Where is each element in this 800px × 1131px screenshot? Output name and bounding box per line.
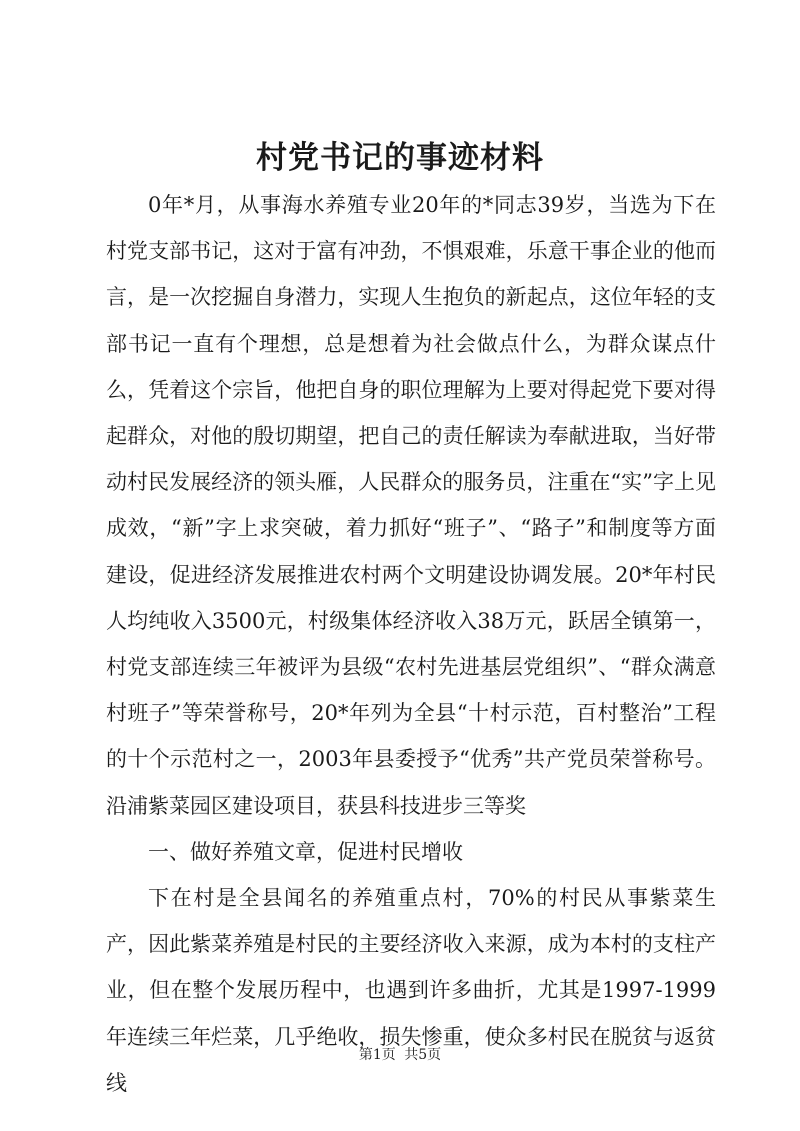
page-footer <box>0 1045 800 1065</box>
section-heading-1: 一、做好养殖文章，促进村民增收 <box>148 839 463 864</box>
paragraph-intro: 0年*月，从事海水养殖专业20年的*同志39岁，当选为下在村党支部书记，这对于富有冲劲，不惧艰难，乐意干事企业的他而言，是一次挖掘自身潜力，实现人生抱负的新起点，这位年轻的支部书记一直有个理想，总是想着为社会做点什么，为群众谋点什么，凭着这个宗旨，他把自身的职位理解为上要对得起党下要对得起群众，对他的殷切期望，把自己的责任解读为奉献进取，当好带动村民发展经济的领头雁，人民群众的服务员，注重在“实”字上见成效，“新”字上求突破，着力抓好“班子”、“路子”和制度等方面建设，促进经济发展推进农村两个文明建设协调发展。20*年村民人均纯收入3500元，村级集体经济收入38万元，跃居全镇第一，村党支部连续三年被评为县级“农村先进基层党组织”、“群众满意村班子”等荣誉称号，20*年列为全县“十村示范，百村整治”工程的十个示范村之一，2003年县委授予“优秀”共产党员荣誉称号。沿浦紫菜园区建设项目，获县科技进步三等奖 <box>106 193 716 818</box>
document-body <box>106 182 716 1106</box>
paragraph-section-1: 下在村是全县闻名的养殖重点村，70%的村民从事紫菜生产，因此紫菜养殖是村民的主要经济收入来源，成为本村的支柱产业，但在整个发展历程中，也遇到许多曲折，尤其是1997-1999年连续三年烂菜，几乎绝收，损失惨重，使众多村民在脱贫与返贫线 <box>106 886 716 1095</box>
page-total: 共5页 <box>404 1047 442 1063</box>
document-title: 村党书记的事迹材料 <box>256 140 544 176</box>
page-number: 第1页 <box>358 1047 396 1063</box>
